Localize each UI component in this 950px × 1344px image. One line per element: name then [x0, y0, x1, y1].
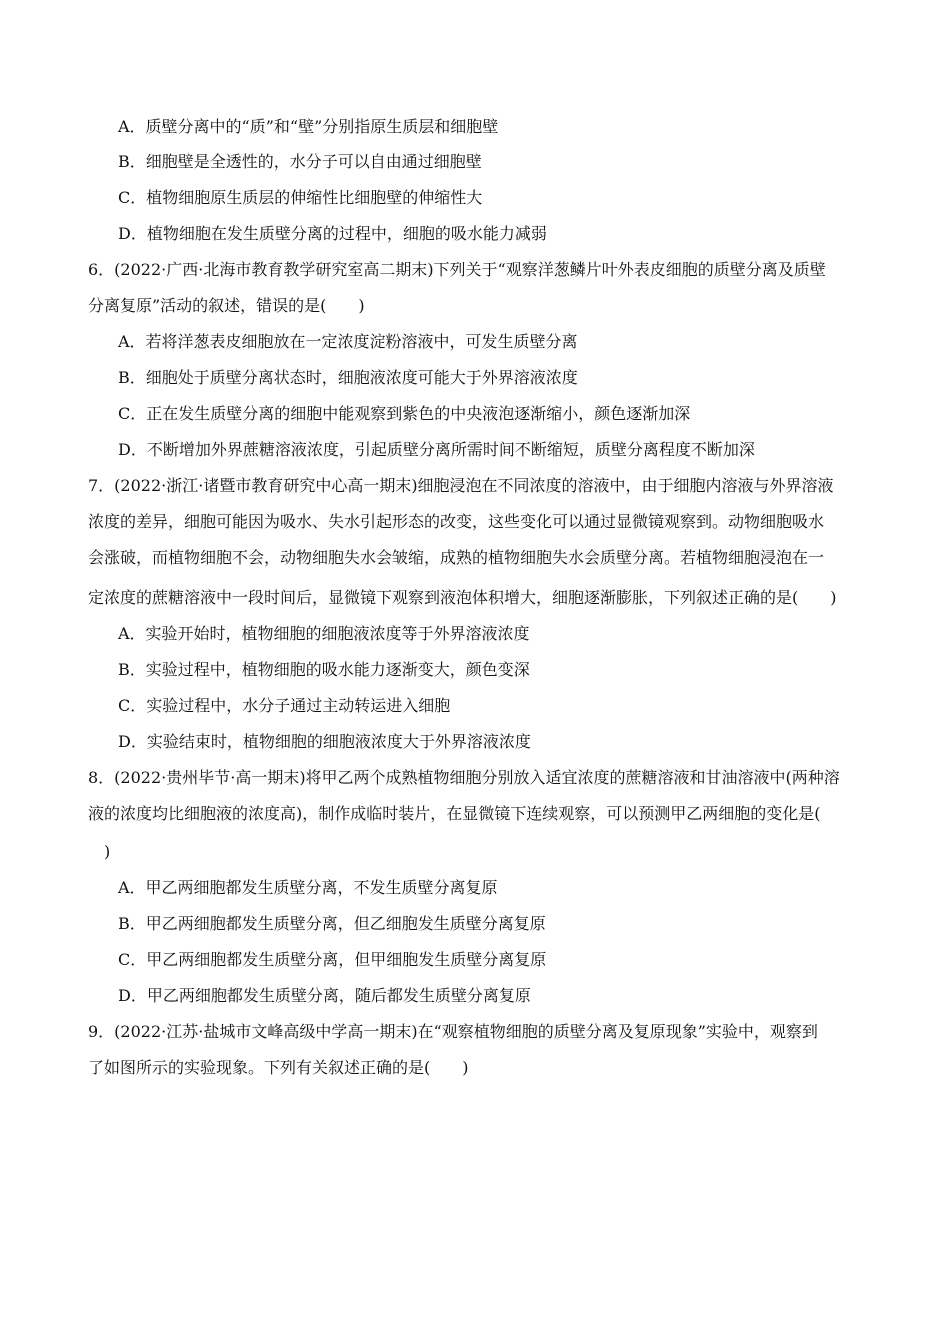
- q7-option-b: B．实验过程中，植物细胞的吸水能力逐渐变大，颜色变深: [118, 660, 530, 679]
- q7-stem-line-3: 会涨破，而植物细胞不会，动物细胞失水会皱缩，成熟的植物细胞失水会质壁分离。若植物细胞浸泡在一: [88, 548, 825, 567]
- q8-option-c: C．甲乙两细胞都发生质壁分离，但甲细胞发生质壁分离复原: [118, 950, 547, 969]
- q6-option-b: B．细胞处于质壁分离状态时，细胞液浓度可能大于外界溶液浓度: [118, 368, 578, 387]
- q6-stem-line-1: 6．(2022·广西·北海市教育教学研究室高二期末)下列关于“观察洋葱鳞片叶外表皮细胞的质壁分离及质壁: [88, 260, 826, 279]
- q8-option-b: B．甲乙两细胞都发生质壁分离，但乙细胞发生质壁分离复原: [118, 914, 546, 933]
- q7-stem-line-2: 浓度的差异，细胞可能因为吸水、失水引起形态的改变，这些变化可以通过显微镜观察到。动物细胞吸水: [88, 512, 825, 531]
- q9-stem-line-1: 9．(2022·江苏·盐城市文峰高级中学高一期末)在“观察植物细胞的质壁分离及复原现象”实验中，观察到: [88, 1022, 818, 1041]
- q8-option-a: A．甲乙两细胞都发生质壁分离，不发生质壁分离复原: [118, 878, 498, 897]
- q6-stem-line-2: 分离复原”活动的叙述，错误的是( ): [88, 296, 365, 315]
- q5-option-a: A．质壁分离中的“质”和“壁”分别指原生质层和细胞壁: [118, 117, 499, 136]
- q6-option-a: A．若将洋葱表皮细胞放在一定浓度淀粉溶液中，可发生质壁分离: [118, 332, 578, 351]
- q8-stem-line-2: 液的浓度均比细胞液的浓度高)，制作成临时装片，在显微镜下连续观察，可以预测甲乙两细胞的变化是(: [88, 804, 821, 823]
- q5-option-b: B．细胞壁是全透性的，水分子可以自由通过细胞壁: [118, 152, 482, 171]
- q9-stem-line-2: 了如图所示的实验现象。下列有关叙述正确的是( ): [88, 1058, 469, 1077]
- q5-option-c: C．植物细胞原生质层的伸缩性比细胞壁的伸缩性大: [118, 188, 483, 207]
- q6-option-d: D．不断增加外界蔗糖溶液浓度，引起质壁分离所需时间不断缩短，质壁分离程度不断加深: [118, 440, 755, 459]
- q7-option-c: C．实验过程中，水分子通过主动转运进入细胞: [118, 696, 451, 715]
- q7-option-a: A．实验开始时，植物细胞的细胞液浓度等于外界溶液浓度: [118, 624, 530, 643]
- q5-option-d: D．植物细胞在发生质壁分离的过程中，细胞的吸水能力减弱: [118, 224, 547, 243]
- q8-stem-line-3: ): [104, 842, 111, 861]
- q7-stem-line-1: 7．(2022·浙江·诸暨市教育研究中心高一期末)细胞浸泡在不同浓度的溶液中，由于细胞内溶液与外界溶液: [88, 476, 834, 495]
- q7-option-d: D．实验结束时，植物细胞的细胞液浓度大于外界溶液浓度: [118, 732, 531, 751]
- q6-option-c: C．正在发生质壁分离的细胞中能观察到紫色的中央液泡逐渐缩小，颜色逐渐加深: [118, 404, 691, 423]
- q8-stem-line-1: 8．(2022·贵州毕节·高一期末)将甲乙两个成熟植物细胞分别放入适宜浓度的蔗糖溶液和甘油溶液中(两种溶: [88, 768, 840, 787]
- q7-stem-line-4: 定浓度的蔗糖溶液中一段时间后，显微镜下观察到液泡体积增大，细胞逐渐膨胀，下列叙述正确的是( ): [88, 588, 837, 607]
- q8-option-d: D．甲乙两细胞都发生质壁分离，随后都发生质壁分离复原: [118, 986, 531, 1005]
